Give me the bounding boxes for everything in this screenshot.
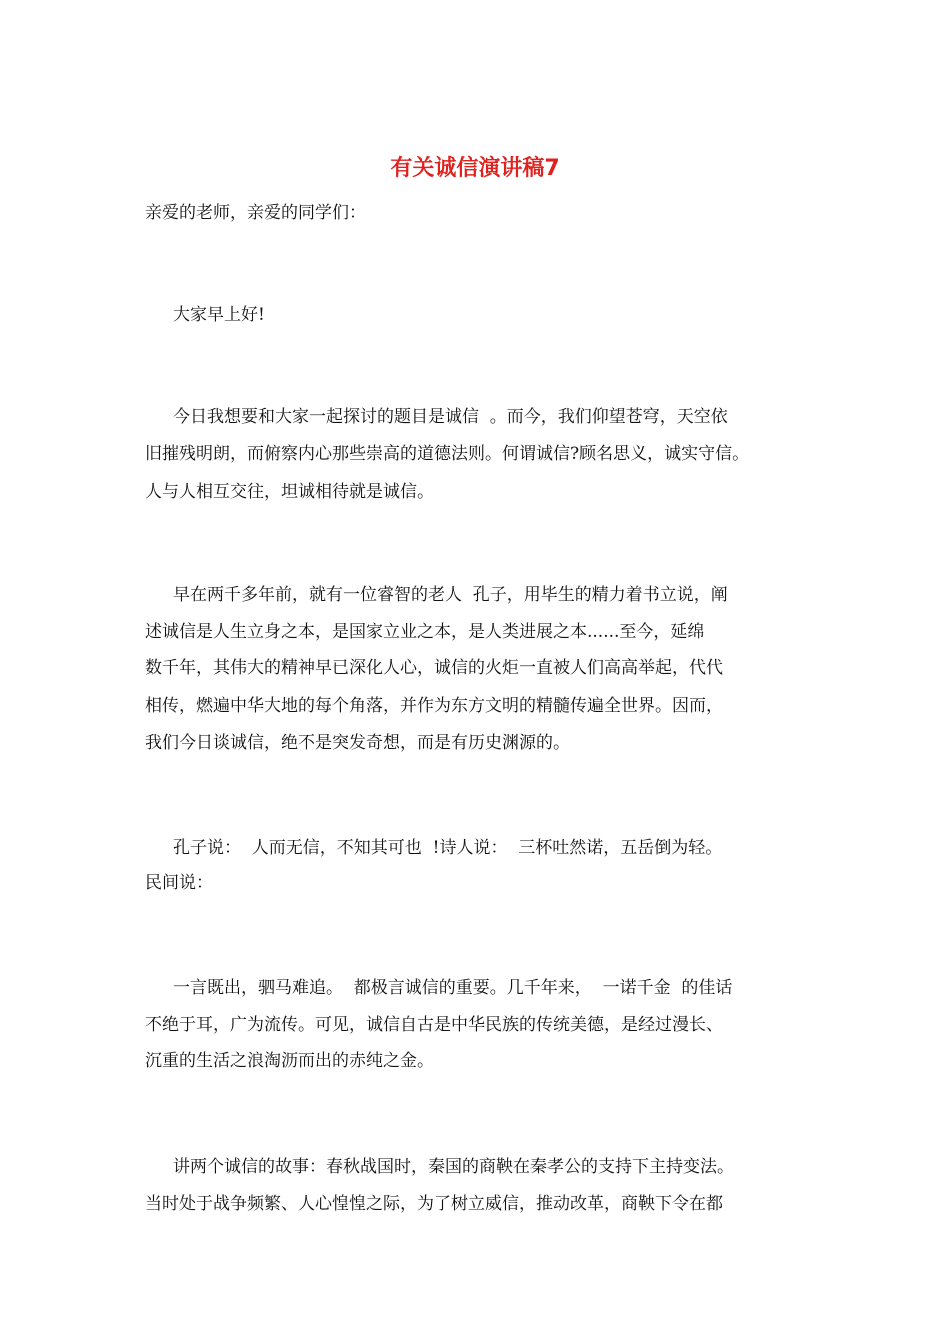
paragraph-3-line-2: 民间说： <box>145 873 213 893</box>
paragraph-4-line-2: 不绝于耳，广为流传。可见，诚信自古是中华民族的传统美德，是经过漫长、 <box>145 1015 723 1035</box>
paragraph-2-line-5: 我们今日谈诚信，绝不是突发奇想，而是有历史渊源的。 <box>145 733 570 753</box>
document-title: 有关诚信演讲稿7 <box>390 156 560 181</box>
paragraph-5-line-2: 当时处于战争频繁、人心惶惶之际，为了树立威信，推动改革，商鞅下令在都 <box>145 1194 723 1214</box>
paragraph-2-line-3: 数千年，其伟大的精神早已深化人心，诚信的火炬一直被人们高高举起，代代 <box>145 658 723 678</box>
paragraph-2-line-2: 述诚信是人生立身之本，是国家立业之本，是人类进展之本......至今，延绵 <box>145 622 705 642</box>
paragraph-5-line-1: 讲两个诚信的故事：春秋战国时，秦国的商鞅在秦孝公的支持下主持变法。 <box>173 1157 734 1177</box>
salutation: 亲爱的老师，亲爱的同学们： <box>145 203 366 223</box>
greeting: 大家早上好! <box>173 305 265 325</box>
paragraph-2-line-1: 早在两千多年前，就有一位睿智的老人 孔子，用毕生的精力着书立说，阐 <box>173 585 728 605</box>
paragraph-2-line-4: 相传，燃遍中华大地的每个角落，并作为东方文明的精髓传遍全世界。因而， <box>145 696 723 716</box>
paragraph-4-line-1: 一言既出，驷马难追。 都极言诚信的重要。几千年来， 一诺千金 的佳话 <box>173 978 733 998</box>
paragraph-1-line-2: 旧摧残明朗，而俯察内心那些崇高的道德法则。何谓诚信?顾名思义，诚实守信。 <box>145 444 750 464</box>
paragraph-1-line-1: 今日我想要和大家一起探讨的题目是诚信 。而今，我们仰望苍穹，天空依 <box>173 407 728 427</box>
paragraph-3-line-1: 孔子说： 人而无信，不知其可也 !诗人说： 三杯吐然诺，五岳倒为轻。 <box>173 838 723 858</box>
paragraph-1-line-3: 人与人相互交往，坦诚相待就是诚信。 <box>145 482 434 502</box>
paragraph-4-line-3: 沉重的生活之浪淘沥而出的赤纯之金。 <box>145 1051 434 1071</box>
